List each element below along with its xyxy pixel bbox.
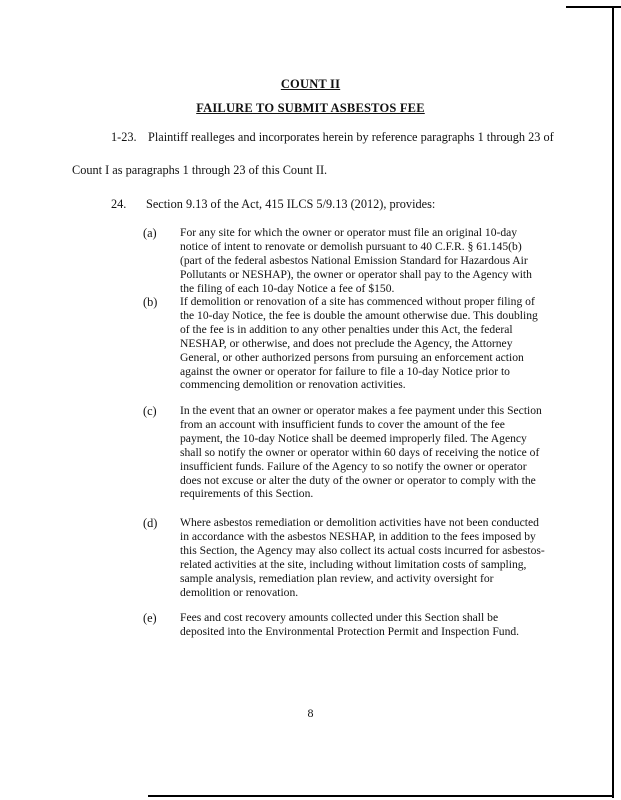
paragraph-number: 1-23.: [111, 130, 137, 144]
subsection-label: (c): [143, 404, 157, 418]
count-heading: COUNT II: [280, 77, 341, 91]
page-number: 8: [307, 706, 314, 720]
subsection-label: (a): [143, 226, 157, 240]
count-title: FAILURE TO SUBMIT ASBESTOS FEE: [196, 101, 425, 115]
paragraph-number: 24.: [111, 197, 127, 211]
paragraph-text: Plaintiff realleges and incorporates herein by reference paragraphs 1 through 23 of: [148, 130, 554, 144]
subsection-label: (d): [143, 516, 158, 530]
paragraph-text-continued: Count I as paragraphs 1 through 23 of this Count II.: [72, 163, 328, 177]
paragraph-text: Section 9.13 of the Act, 415 ILCS 5/9.13 (2012), provides:: [146, 197, 436, 211]
subsection-text: Fees and cost recovery amounts collected under this Section shall be deposited into the Environmental Protection Permit and Inspection Fund.: [180, 611, 520, 638]
subsection-text: In the event that an owner or operator makes a fee payment under this Section from an account with insufficient funds to cover the amount of the fee payment, the 10-day Notice shall be deemed improperly filed. The Agency shall so notify the owner or operator within 60 days of receiving the notice of insufficient funds. Failure of the Agency to so notify the owner or operator does not excuse or alter the duty of the owner or operator to comply with the requirements of this Section.: [180, 404, 542, 501]
subsection-text: For any site for which the owner or operator must file an original 10-day notice of intent to renovate or demolish pursuant to 40 C.F.R. § 61.145(b) (part of the federal asbestos National Emission Standard for Hazardous Air Pollutants or NESHAP), the owner or operator shall pay to the Agency with the filing of each 10-day Notice a fee of $150.: [180, 226, 532, 295]
scan-border-right: [612, 6, 614, 798]
subsection-text: Where asbestos remediation or demolition activities have not been conducted in accordance with the asbestos NESHAP, in addition to the fees imposed by this Section, the Agency may also collect its actual costs incurred for asbestos-related activities at the site, including without limitation costs of sampling, sample analysis, remediation plan review, and activity oversight for demolition or renovation.: [180, 516, 545, 599]
subsection-label: (b): [143, 295, 158, 309]
subsection-text: If demolition or renovation of a site has commenced without proper filing of the 10-day Notice, the fee is double the amount otherwise due. This doubling of the fee is in addition to any other penalties under this Act, the federal NESHAP, or otherwise, and does not preclude the Agency, the Attorney General, or other authorized persons from pursuing an enforcement action against the owner or operator for failure to file a 10-day Notice prior to commencing demolition or renovation activities.: [180, 295, 538, 392]
scan-border-bottom: [148, 795, 614, 797]
subsection-label: (e): [143, 611, 157, 625]
